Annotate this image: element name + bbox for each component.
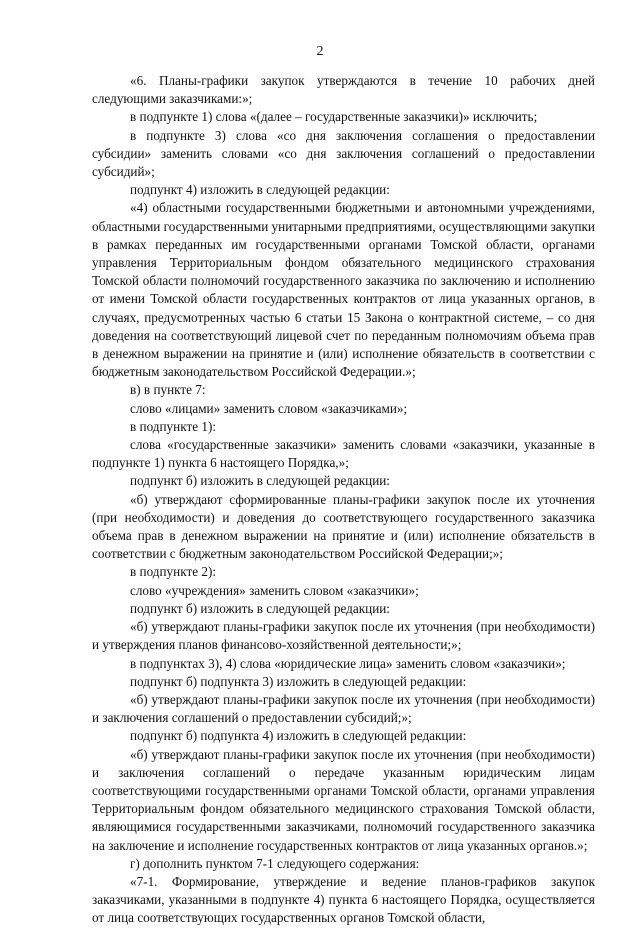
paragraph: в подпунктах 3), 4) слова «юридические лица» заменить словом «заказчики»; [130,655,566,671]
paragraph: слово «лицами» заменить словом «заказчиками»; [130,400,408,416]
paragraph: г) дополнить пунктом 7-1 следующего содержания: [130,855,420,871]
paragraph: «б) утверждают сформированные планы-графики закупок после их уточнения (при необходимости) и доведения до соответствующего государственного заказчика объема прав в денежном выражении на принятие и (или) исполнение обязательств в соответствии с бюджетным законодательством Российской Федерации;»; [92,491,595,562]
paragraph: в подпункте 1): [130,418,217,434]
paragraph: в подпункте 2): [130,564,217,580]
document-body [92,72,595,928]
paragraph: в подпункте 1) слова «(далее – государственные заказчики)» исключить; [130,109,538,125]
paragraph: «6. Планы-графики закупок утверждаются в течение 10 рабочих дней следующими заказчиками:»; [92,73,595,107]
paragraph: «б) утверждают планы-графики закупок после их уточнения (при необходимости) и заключения соглашений о передаче указанным юридическим лицам соответствующими государственными органами Томской области, органами управления Территориальным фондом обязательного медицинского страхования Томской области, являющимися государственными заказчиками, полномочий государственного заказчика на заключение и исполнение государственных контрактов от лица указанных органов.»; [92,746,595,853]
paragraph: подпункт 4) изложить в следующей редакции: [130,182,390,198]
paragraph: подпункт б) подпункта 4) изложить в следующей редакции: [130,728,467,744]
page-number: 2 [316,44,324,59]
paragraph: «б) утверждают планы-графики закупок после их уточнения (при необходимости) и утверждения планов финансово-хозяйственной деятельности;»; [92,619,595,653]
paragraph: подпункт б) подпункта 3) изложить в следующей редакции: [130,673,467,689]
paragraph: «7-1. Формирование, утверждение и ведение планов-графиков закупок заказчиками, указанными в подпункте 4) пункта 6 настоящего Порядка, осуществляется от лица соответствующих государственных органов Томской области, [92,873,595,926]
paragraph: в) в пункте 7: [130,382,206,398]
paragraph: «б) утверждают планы-графики закупок после их уточнения (при необходимости) и заключения соглашений о предоставлении субсидий;»; [92,691,595,726]
paragraph: подпункт б) изложить в следующей редакции: [130,600,390,616]
paragraph: «4) областными государственными бюджетными и автономными учреждениями, областными государственными унитарными предприятиями, осуществляющими закупки в рамках переданных им государственными органами Томской области, органами управления Территориальным фондом обязательного медицинского страхования Томской области полномочий государственного заказчика по заключению и исполнению от имени Томской области государственных контрактов от лица указанных органов, в случаях, предусмотренных частью 6 статьи 15 Закона о контрактной системе, – со дня доведения на соответствующий лицевой счет по переданным полномочиям объема прав в денежном выражении на принятие и (или) исполнение обязательств в соответствии с бюджетным законодательством Российской Федерации.»; [92,200,595,380]
paragraph: в подпункте 3) слова «со дня заключения соглашения о предоставлении субсидии» заменить словами «со дня заключения соглашений о предоставлении субсидий»; [92,127,595,180]
paragraph: подпункт б) изложить в следующей редакции: [130,473,390,489]
paragraph: слова «государственные заказчики» заменить словами «заказчики, указанные в подпункте 1) пункта 6 настоящего Порядка,»; [92,437,595,471]
paragraph: слово «учреждения» заменить словом «заказчики»; [130,582,419,598]
